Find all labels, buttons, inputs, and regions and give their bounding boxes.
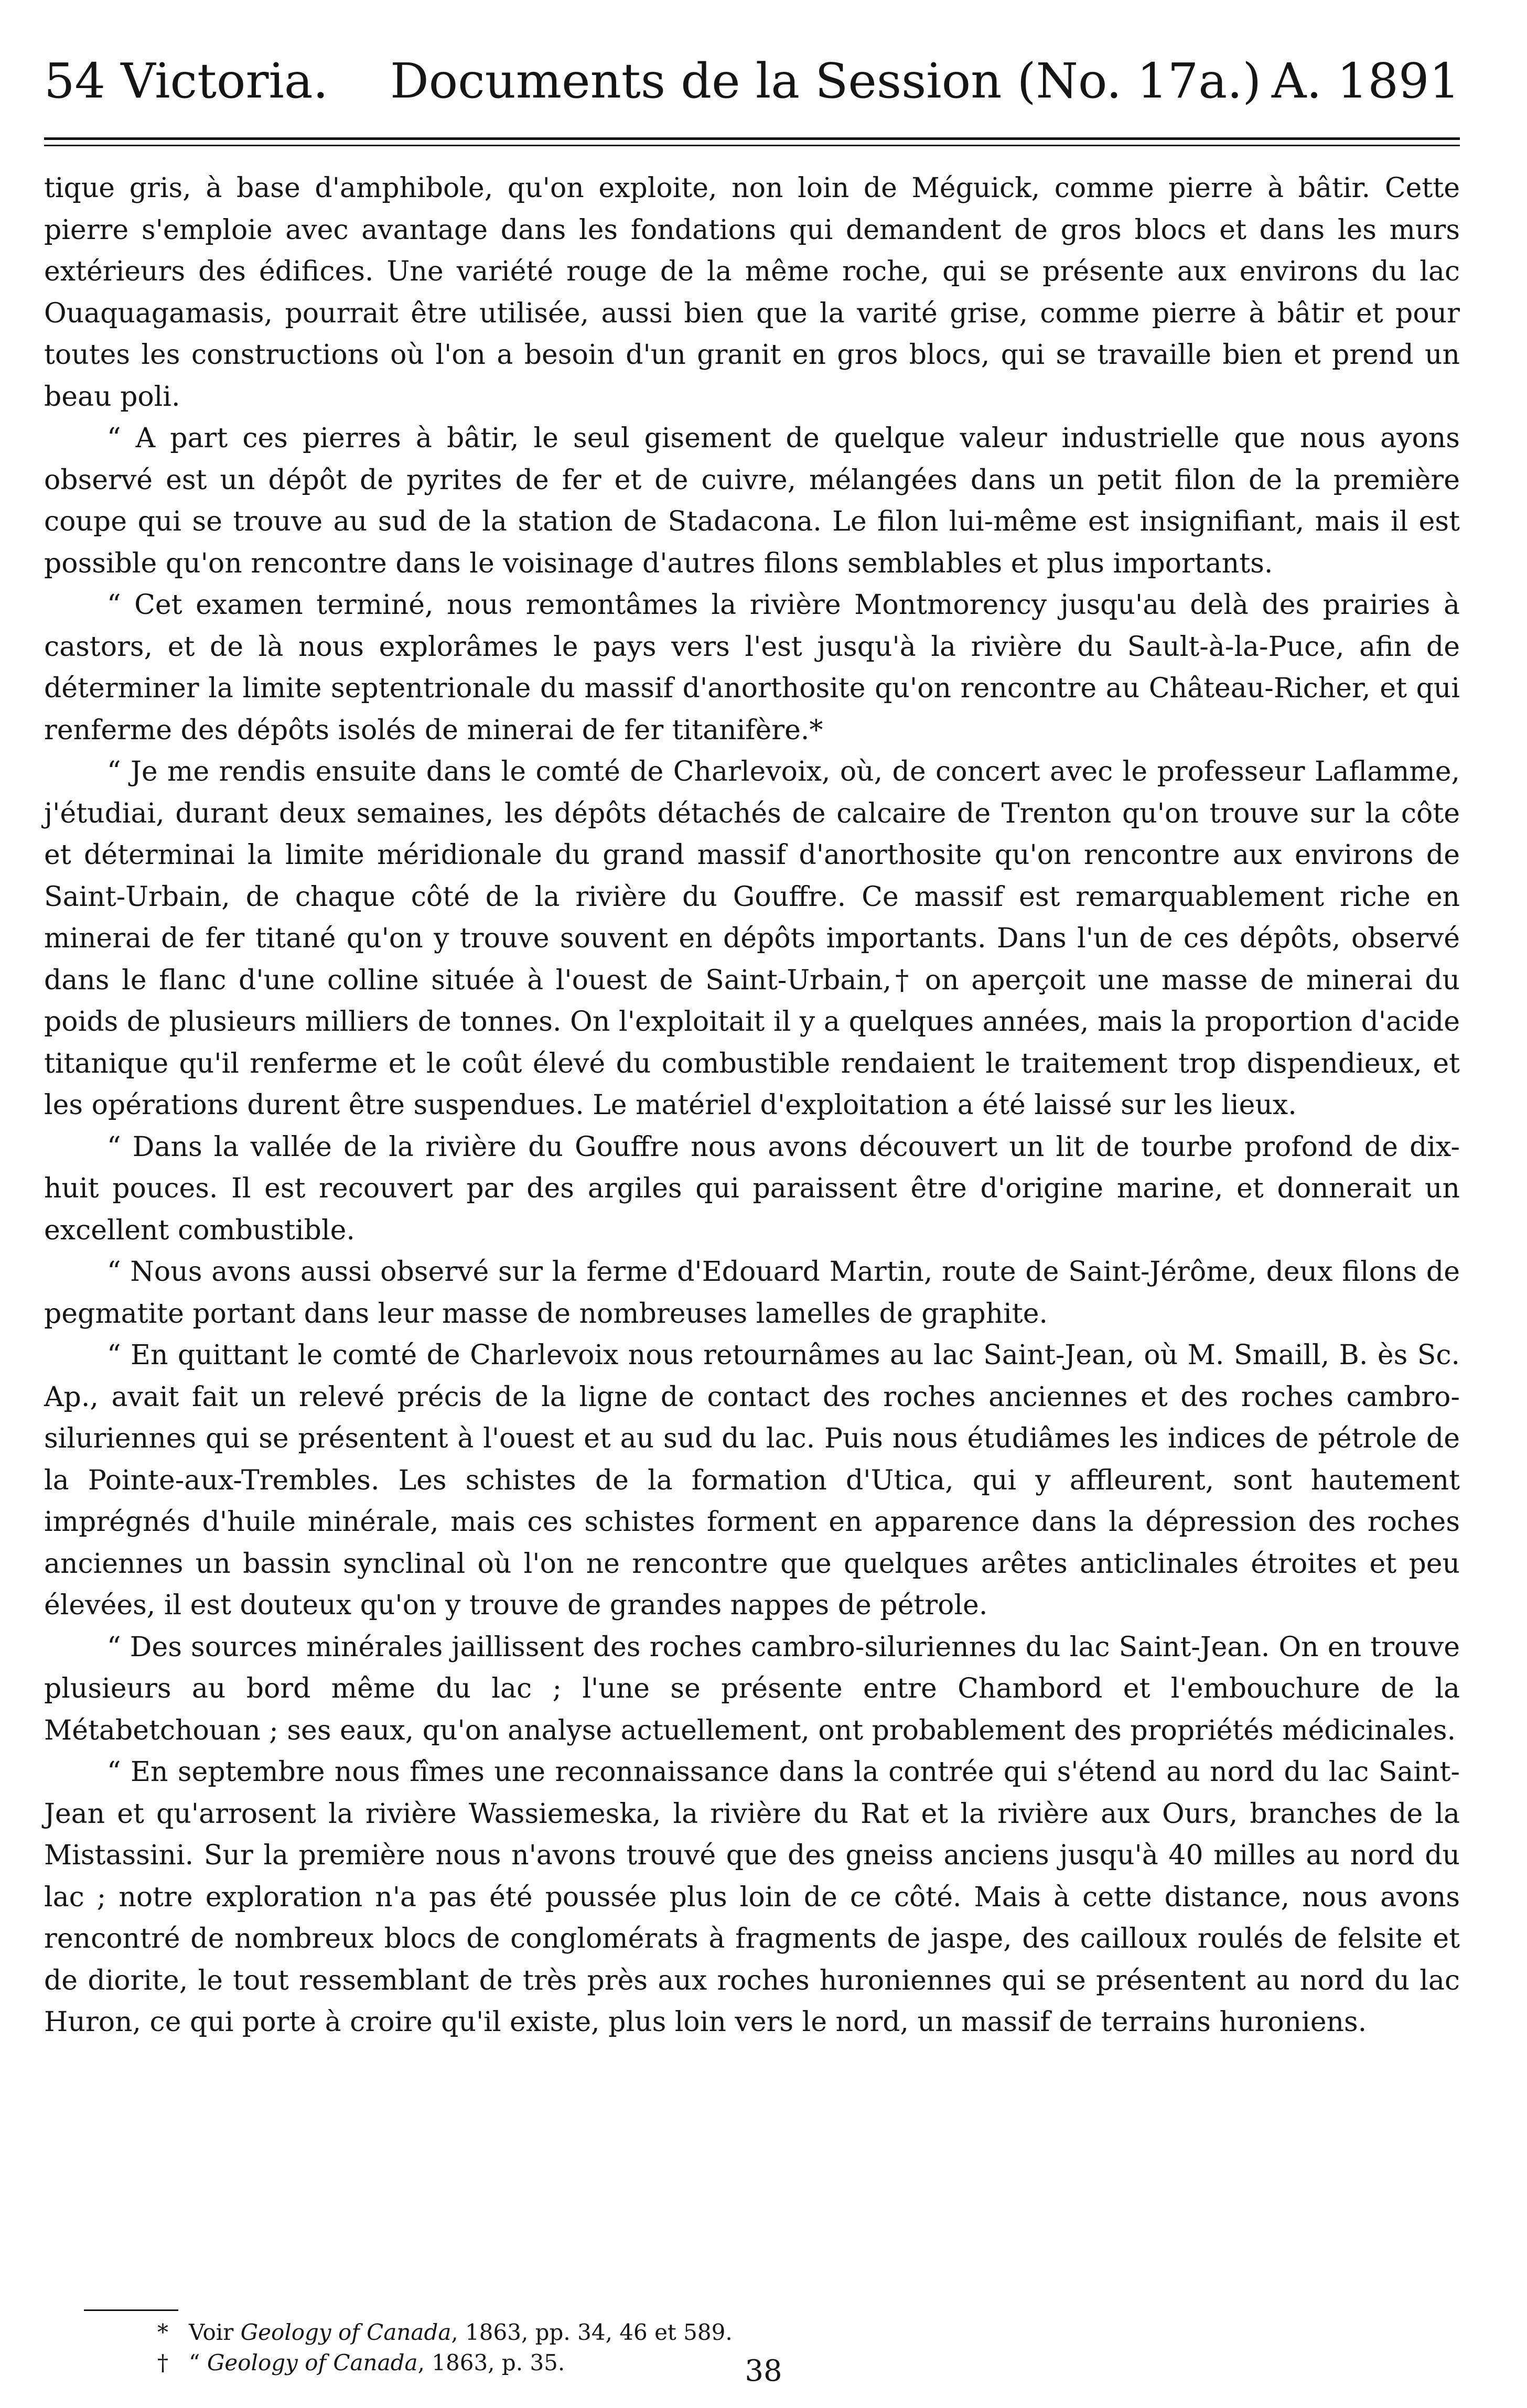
footnote-prefix: Voir — [189, 2319, 241, 2345]
paragraph: “ A part ces pierres à bâtir, le seul gisement de quelque valeur industrielle que nous ayons observé est un dépôt de pyrites de fer et de cuivre, mélangées dans un petit filon de la première coupe qui se trouve au sud de la station de Stadacona. Le filon lui-même est insignifiant, mais il est possible qu'on rencontre dans le voisinage d'autres filons semblables et plus importants. — [44, 423, 1460, 579]
running-header — [44, 42, 1460, 121]
paragraph: “ Nous avons aussi observé sur la ferme d'Edouard Martin, route de Saint-Jérôme, deux filons de pegmatite portant dans leur masse de nombreuses lamelles de graphite. — [44, 1256, 1460, 1330]
footnote-rest: , 1863, p. 35. — [417, 2350, 565, 2375]
footnote-mark: † — [157, 2350, 168, 2375]
paragraph: “ Dans la vallée de la rivière du Gouffre nous avons découvert un lit de tourbe profond de dix-huit pouces. Il est recouvert par des argiles qui paraissent être d'origine marine, et donnerait un excellent combustible. — [44, 1131, 1460, 1246]
paragraph: “ Je me rendis ensuite dans le comté de Charlevoix, où, de concert avec le professeur Laflamme, j'étudiai, durant deux semaines, les dépôts détachés de calcaire de Trenton qu'on trouve sur la côte et déterminai la limite méridionale du grand massif d'anorthosite qu'on rencontre aux environs de Saint-Urbain, de chaque côté de la rivière du Gouffre. Ce massif est remarquablement riche en minerai de fer titané qu'on y trouve souvent en dépôts importants. Dans l'un de ces dépôts, observé dans le flanc d'une colline située à l'ouest de Saint-Urbain,† on aperçoit une masse de minerai du poids de plusieurs milliers de tonnes. On l'exploitait il y a quelques années, mais la proportion d'acide titanique qu'il renferme et le coût élevé du combustible rendaient le traitement trop dispendieux, et les opérations durent être suspendues. Le matériel d'exploitation a été laissé sur les lieux. — [44, 756, 1460, 1121]
header-title: Documents de la Session (No. 17a.) — [390, 53, 1262, 109]
body-text — [44, 168, 1460, 2044]
footnote-title: Geology of Canada — [240, 2319, 451, 2345]
paragraph: “ Des sources minérales jaillissent des roches cambro-siluriennes du lac Saint-Jean. On en trouve plusieurs au bord même du lac ; l'une se présente entre Chambord et l'embouchure de la Métabetchouan ; ses eaux, qu'on analyse actuellement, ont probablement des propriétés médicinales. — [44, 1631, 1460, 1746]
footnote-rest: , 1863, pp. 34, 46 et 589. — [451, 2319, 733, 2345]
header-rule-bottom — [44, 145, 1460, 146]
header-rule-top — [44, 137, 1460, 140]
paragraph: tique gris, à base d'amphibole, qu'on exploite, non loin de Méguick, comme pierre à bâtir. Cette pierre s'emploie avec avantage dans les fondations qui demandent de gros blocs et dans les murs extérieurs des édifices. Une variété rouge de la même roche, qui se présente aux environs du lac Ouaquagamasis, pourrait être utilisée, aussi bien que la varité grise, comme pierre à bâtir et pour toutes les constructions où l'on a besoin d'un granit en gros blocs, qui se travaille bien et prend un beau poli. — [44, 172, 1460, 413]
footnote-divider — [84, 2309, 178, 2311]
footnote-prefix: “ — [189, 2350, 207, 2375]
paragraph: “ En quittant le comté de Charlevoix nous retournâmes au lac Saint-Jean, où M. Smaill, B. ès Sc. Ap., avait fait un relevé précis de la ligne de contact des roches anciennes et des roches cambro-siluriennes qui se présentent à l'ouest et au sud du lac. Puis nous étudiâmes les indices de pétrole de la Pointe-aux-Trembles. Les schistes de la formation d'Utica, qui y affleurent, sont hautement imprégnés d'huile minérale, mais ces schistes forment en apparence dans la dépression des roches anciennes un bassin synclinal où l'on ne rencontre que quelques arêtes anticlinales étroites et peu élevées, il est douteux qu'on y trouve de grandes nappes de pétrole. — [44, 1340, 1460, 1621]
footnote-mark: * — [157, 2319, 168, 2345]
paragraph: “ En septembre nous fîmes une reconnaissance dans la contrée qui s'étend au nord du lac Saint-Jean et qu'arrosent la rivière Wassiemeska, la rivière du Rat et la rivière aux Ours, branches de la Mistassini. Sur la première nous n'avons trouvé que des gneiss anciens jusqu'à 40 milles au nord du lac ; notre exploration n'a pas été poussée plus loin de ce côté. Mais à cette distance, nous avons rencontré de nombreux blocs de conglomérats à fragments de jaspe, des cailloux roulés de felsite et de diorite, le tout ressemblant de très près aux roches huroniennes qui se présentent au nord du lac Huron, ce qui porte à croire qu'il existe, plus loin vers le nord, un massif de terrains huroniens. — [44, 1756, 1460, 2038]
footnote-title: Geology of Canada — [207, 2350, 418, 2375]
footnote — [157, 2317, 1416, 2348]
paragraph: “ Cet examen terminé, nous remontâmes la rivière Montmorency jusqu'au delà des prairies à castors, et de là nous explorâmes le pays vers l'est jusqu'à la rivière du Sault-à-la-Puce, afin de déterminer la limite septentrionale du massif d'anorthosite qu'on rencontre au Château-Richer, et qui renferme des dépôts isolés de minerai de fer titanifère.* — [44, 589, 1460, 746]
page-number: 38 — [745, 2354, 782, 2388]
header-volume: 54 Victoria. — [44, 53, 328, 109]
header-year: A. 1891 — [1271, 53, 1460, 109]
